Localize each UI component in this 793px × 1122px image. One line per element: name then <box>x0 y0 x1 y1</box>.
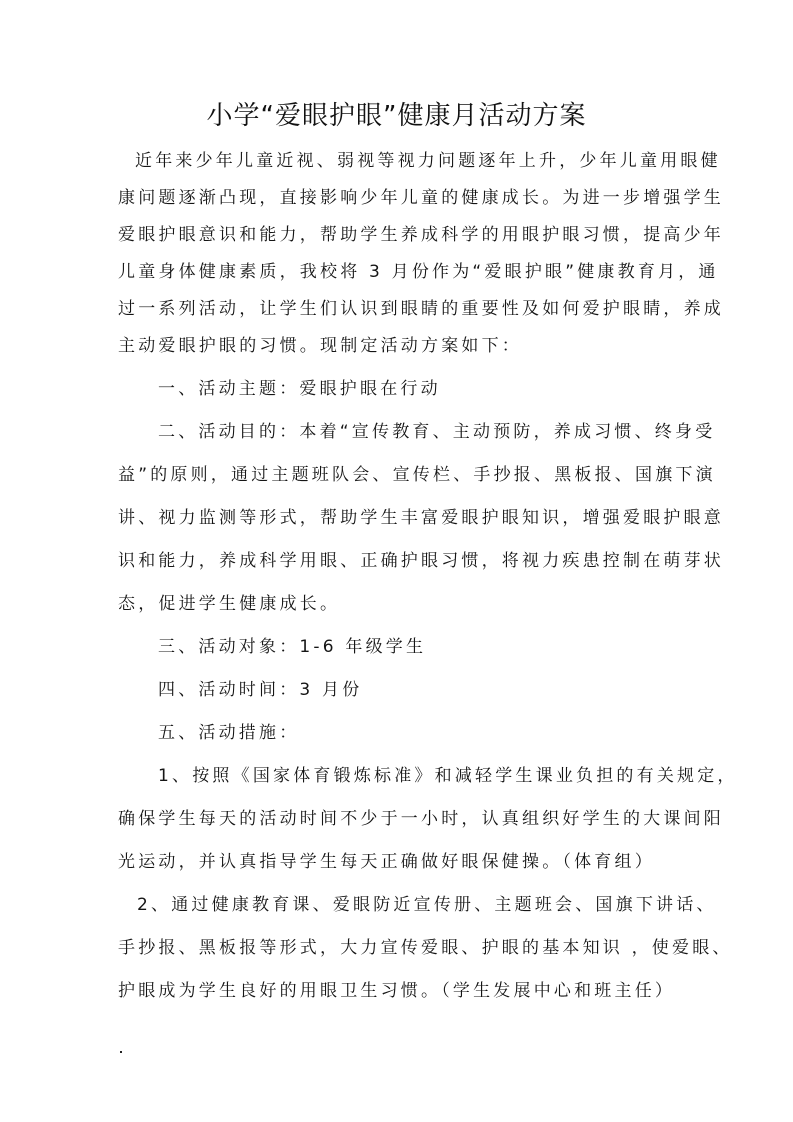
measure-2-line: 护眼成为学生良好的用眼卫生习惯。（学生发展中心和班主任） <box>118 981 676 1001</box>
page-mark-dot <box>120 1051 122 1053</box>
measure-1-line: 确保学生每天的活动时间不少于一小时，认真组织好学生的大课间阳 <box>118 809 724 829</box>
intro-line: 近年来少年儿童近视、弱视等视力问题逐年上升，少年儿童用眼健 <box>135 151 721 171</box>
section-theme: 一、活动主题：爱眼护眼在行动 <box>158 379 441 399</box>
intro-line: 主动爱眼护眼的习惯。现制定活动方案如下： <box>118 336 522 356</box>
intro-line: 爱眼护眼意识和能力，帮助学生养成科学的用眼护眼习惯，提高少年 <box>118 225 724 245</box>
measure-1-line: 1、按照《国家体育锻炼标准》和减轻学生课业负担的有关规定， <box>158 766 738 786</box>
measure-2-line: 手抄报、黑板报等形式，大力宣传爱眼、护眼的基本知识 ，使爱眼、 <box>118 938 733 958</box>
measure-2-line: 2、通过健康教育课、爱眼防近宣传册、主题班会、国旗下讲话、 <box>137 895 717 915</box>
page-title: 小学“爱眼护眼”健康月活动方案 <box>206 101 587 131</box>
section-time: 四、活动时间：3 月份 <box>158 680 363 700</box>
intro-line: 康问题逐渐凸现，直接影响少年儿童的健康成长。为进一步增强学生 <box>118 188 724 208</box>
section-purpose-line: 态，促进学生健康成长。 <box>118 594 341 614</box>
intro-line: 过一系列活动，让学生们认识到眼睛的重要性及如何爱护眼睛，养成 <box>118 299 724 319</box>
section-purpose-line: 识和能力，养成科学用眼、正确护眼习惯，将视力疾患控制在萌芽状 <box>118 551 724 571</box>
section-target: 三、活动对象：1-6 年级学生 <box>158 637 427 657</box>
section-measures: 五、活动措施： <box>158 723 300 743</box>
document-body <box>118 143 738 1010</box>
section-purpose-line: 二、活动目的：本着“宣传教育、主动预防，养成习惯、终身受 <box>158 422 716 442</box>
intro-line: 儿童身体健康素质，我校将 3 月份作为“爱眼护眼”健康教育月，通 <box>118 262 719 282</box>
section-purpose-line: 益”的原则，通过主题班队会、宣传栏、手抄报、黑板报、国旗下演 <box>118 465 716 485</box>
section-purpose-line: 讲、视力监测等形式，帮助学生丰富爱眼护眼知识，增强爱眼护眼意 <box>118 508 724 528</box>
measure-1-line: 光运动，并认真指导学生每天正确做好眼保健操。（体育组） <box>118 852 655 872</box>
